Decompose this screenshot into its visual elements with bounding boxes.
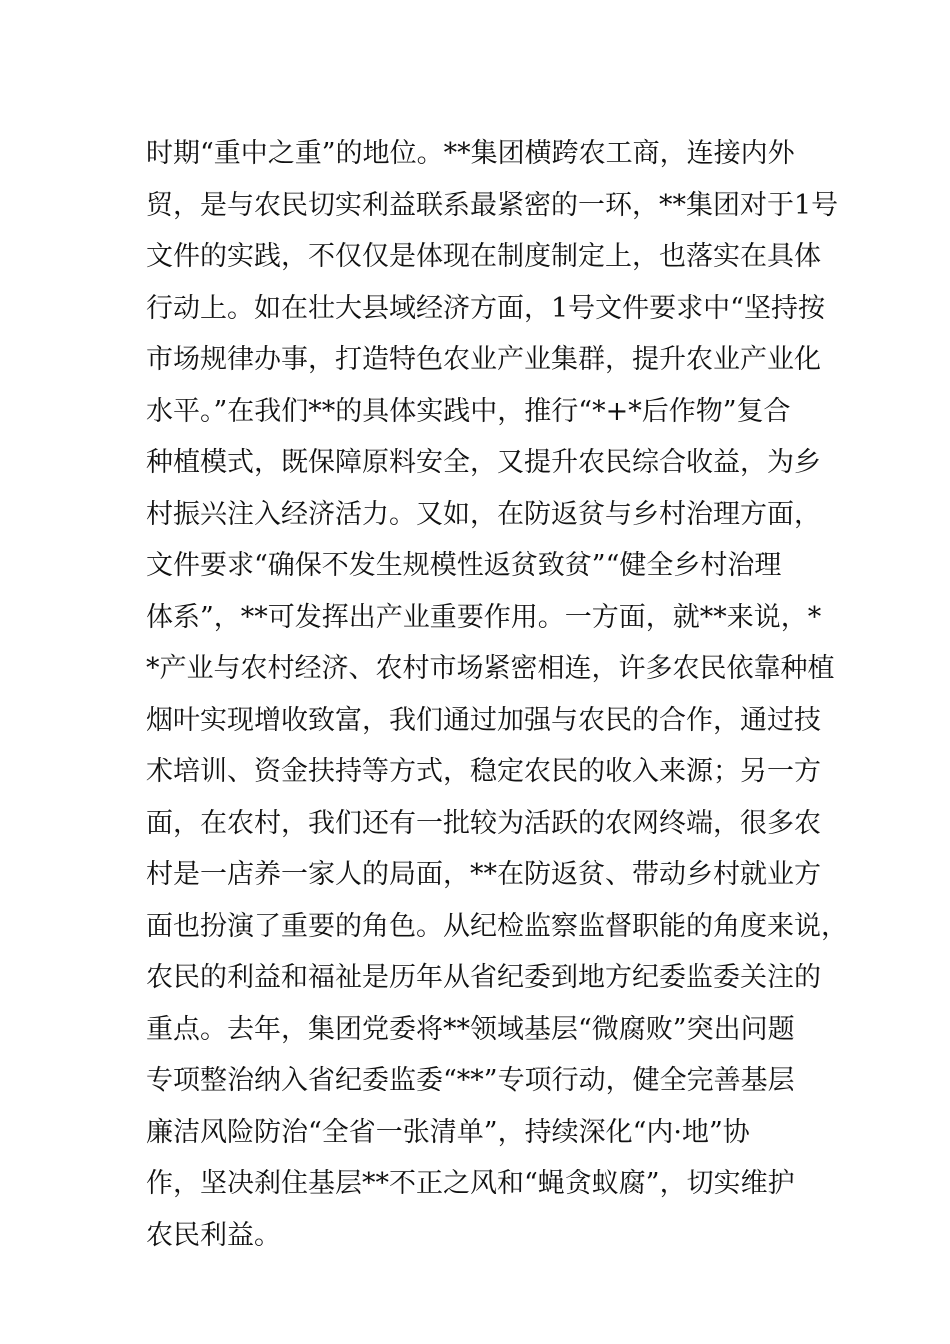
text-line: 专项整治纳入省纪委监委“**”专项行动，健全完善基层 <box>146 1065 795 1096</box>
text-line: 贸，是与农民切实利益联系最紧密的一环，**集团对于1号 <box>146 189 839 221</box>
text-line: 面也扮演了重要的角色。从纪检监察监督职能的角度来说， <box>146 910 848 942</box>
text-line: 术培训、资金扶持等方式，稳定农民的收入来源；另一方 <box>146 756 821 787</box>
body-paragraph <box>146 128 848 1261</box>
text-line: 村是一店养一家人的局面，**在防返贫、带动乡村就业方 <box>146 859 821 890</box>
text-line: 种植模式，既保障原料安全，又提升农民综合收益，为乡 <box>146 447 821 478</box>
text-line: 面，在农村，我们还有一批较为活跃的农网终端，很多农 <box>146 807 821 839</box>
text-line: 重点。去年，集团党委将**领域基层“微腐败”突出问题 <box>146 1013 795 1045</box>
text-line: 烟叶实现增收致富，我们通过加强与农民的合作，通过技 <box>146 704 821 736</box>
text-line: 农民利益。 <box>146 1219 281 1251</box>
text-line: 廉洁风险防治“全省一张清单”，持续深化“内·地”协 <box>146 1116 750 1148</box>
text-line: 文件的实践，不仅仅是体现在制度制定上，也落实在具体 <box>146 241 821 272</box>
text-line: 作，坚决刹住基层**不正之风和“蝇贪蚁腐”，切实维护 <box>146 1168 795 1199</box>
text-line: 市场规律办事，打造特色农业产业集群，提升农业产业化 <box>146 344 821 375</box>
text-line: 时期“重中之重”的地位。**集团横跨农工商，连接内外 <box>146 138 795 169</box>
text-line: 体系”，**可发挥出产业重要作用。一方面，就**来说，* <box>146 601 822 633</box>
text-line: 村振兴注入经济活力。又如，在防返贫与乡村治理方面， <box>146 498 821 530</box>
text-line: 水平。”在我们**的具体实践中，推行“*+*后作物”复合 <box>146 395 791 427</box>
text-line: 行动上。如在壮大县域经济方面，1号文件要求中“坚持按 <box>146 292 825 324</box>
text-line: 文件要求“确保不发生规模性返贫致贫”“健全乡村治理 <box>146 550 782 581</box>
text-line: 农民的利益和福祉是历年从省纪委到地方纪委监委关注的 <box>146 962 821 993</box>
text-line: *产业与农村经济、农村市场紧密相连，许多农民依靠种植 <box>146 653 835 684</box>
